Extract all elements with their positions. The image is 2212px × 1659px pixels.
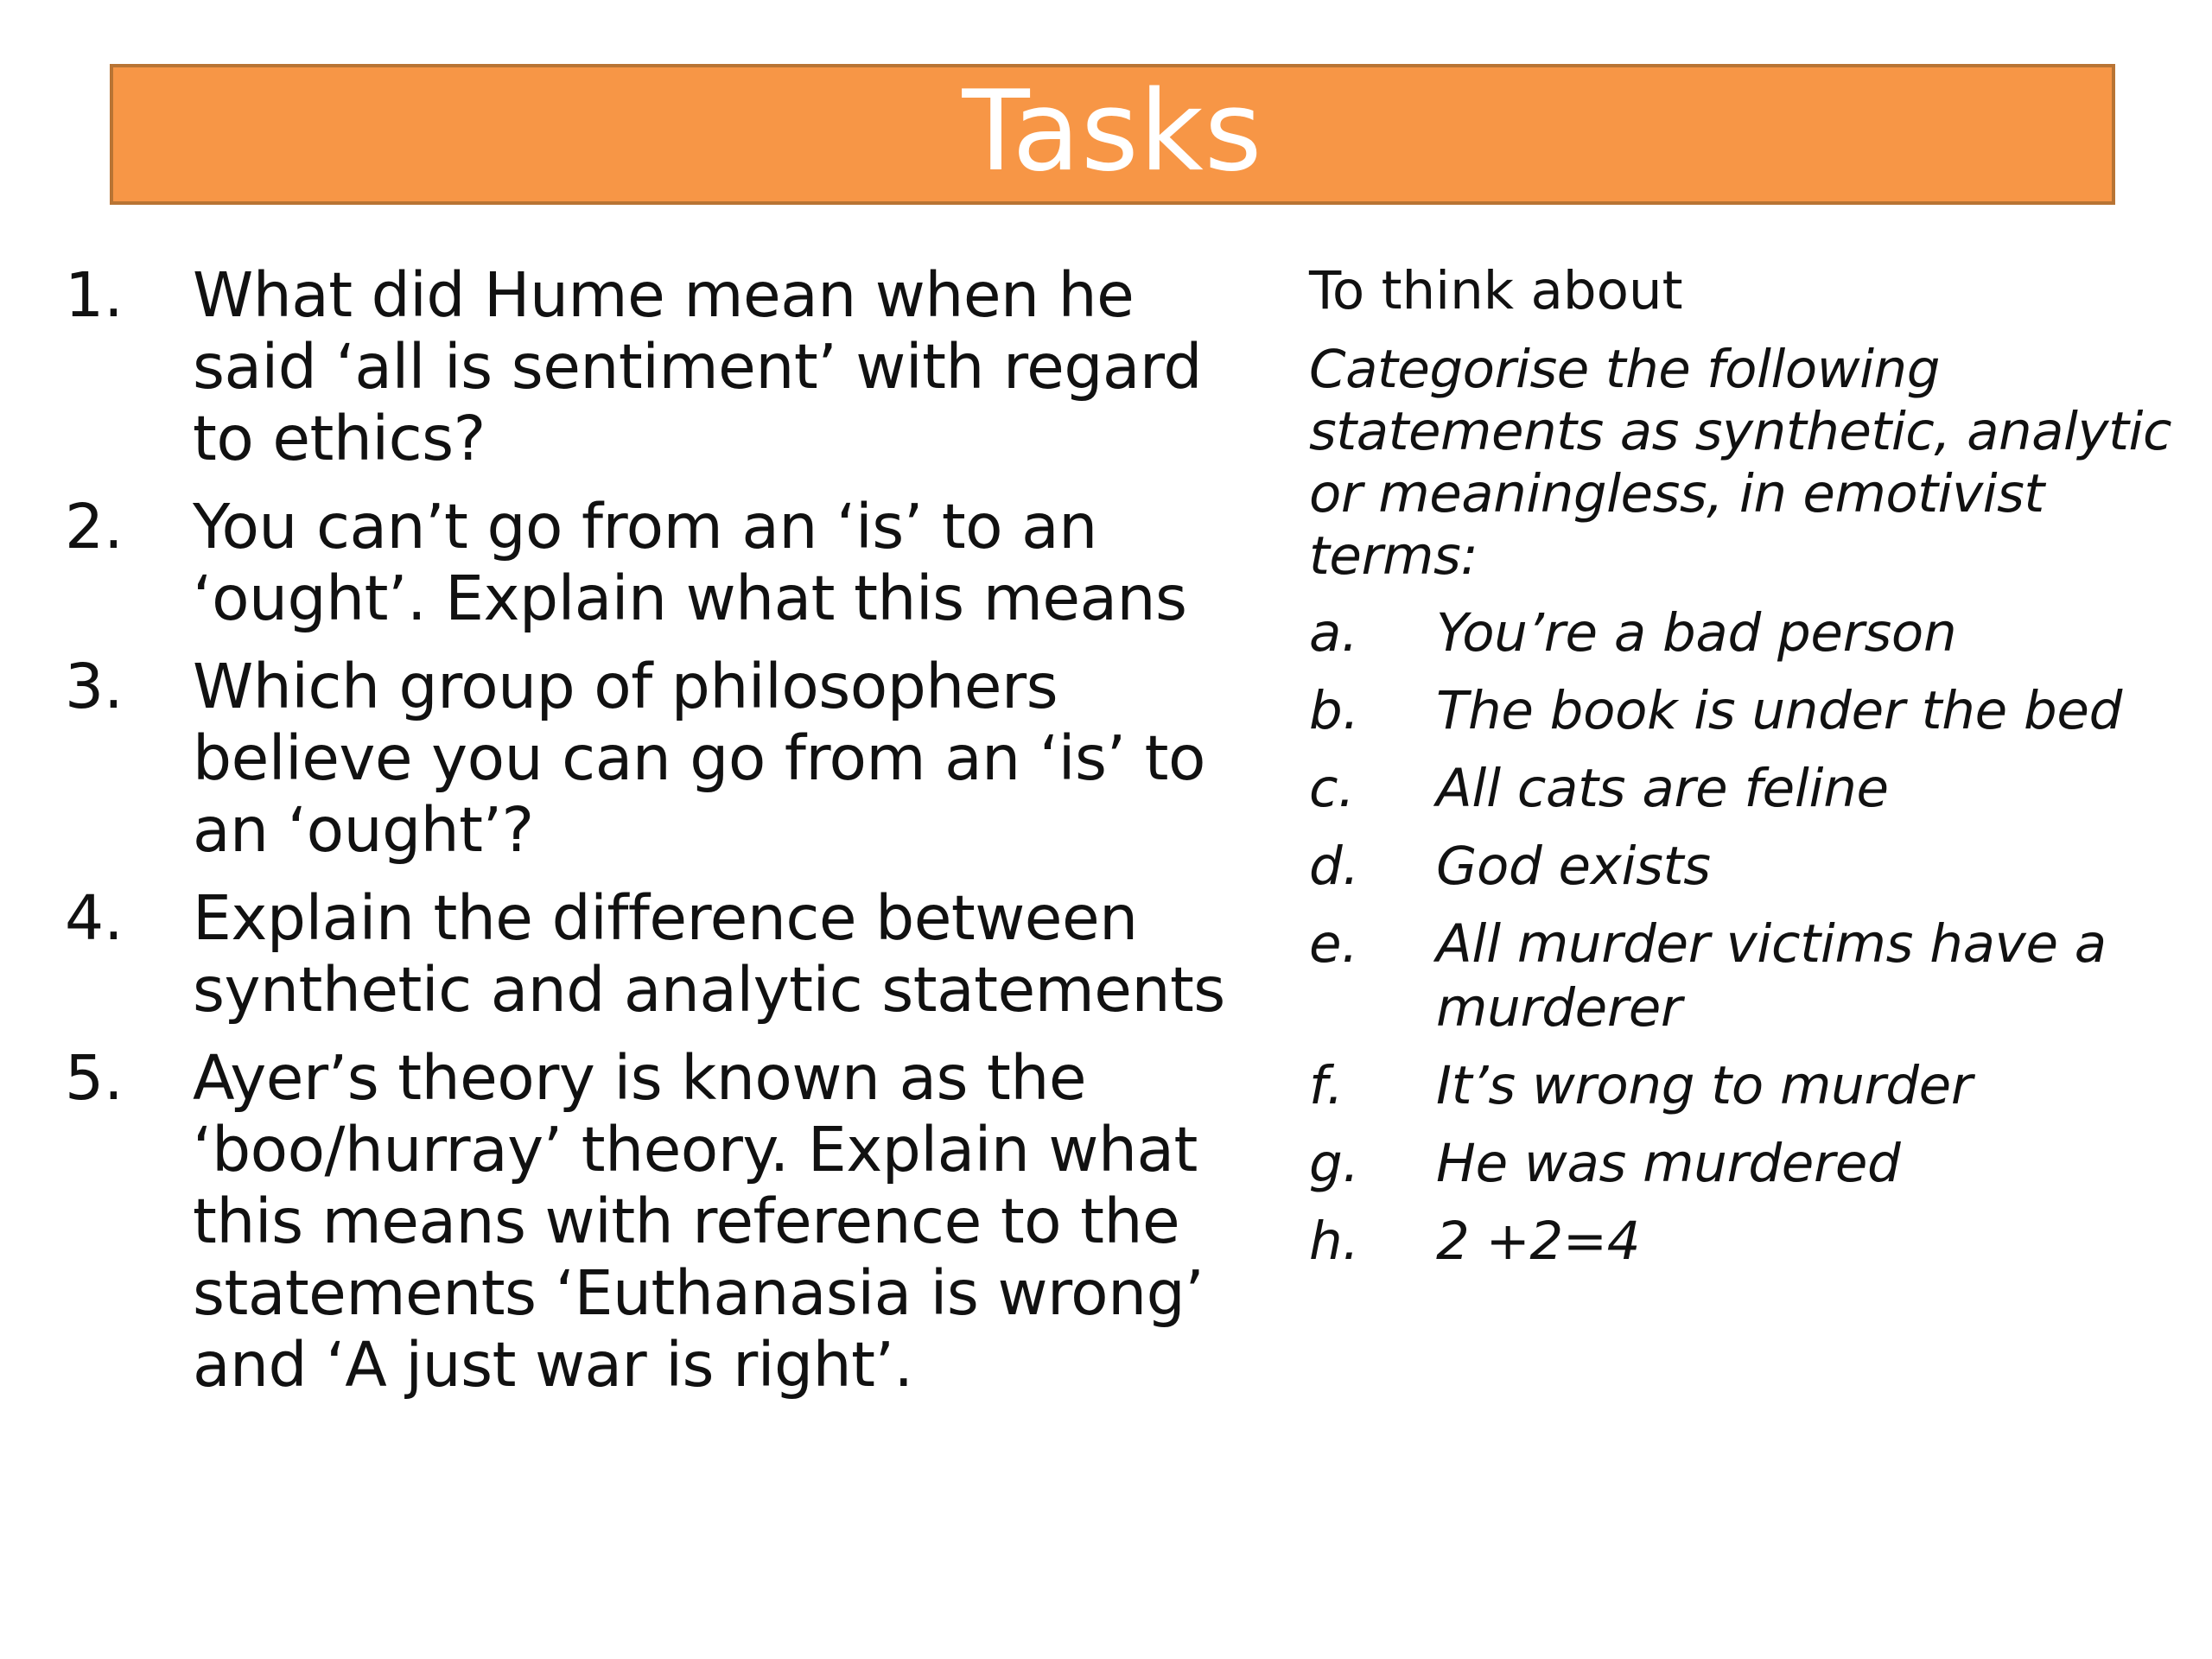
tasks-list — [65, 259, 1240, 1417]
task-item — [65, 491, 1240, 634]
statement-text: All cats are feline — [1436, 758, 1889, 819]
statement-text: He was murdered — [1436, 1133, 1901, 1194]
slide-title: Tasks — [962, 67, 1263, 196]
statement-text: 2 +2=4 — [1436, 1211, 1641, 1272]
task-text: What did Hume mean when he said ‘all is sentiment’ with regard to ethics? — [193, 259, 1202, 474]
statement-item — [1309, 1054, 2190, 1118]
statement-letter: g. — [1309, 1133, 1360, 1194]
task-text: Explain the difference between synthetic and analytic statements — [193, 882, 1225, 1026]
statement-letter: a. — [1309, 602, 1358, 664]
statement-text: It’s wrong to murder — [1436, 1055, 1973, 1116]
task-number: 2. — [65, 491, 124, 563]
think-about-heading: To think about — [1309, 260, 1683, 321]
task-item — [65, 1042, 1240, 1401]
statement-letter: b. — [1309, 680, 1360, 741]
task-number: 3. — [65, 651, 124, 722]
statement-letter: e. — [1309, 913, 1358, 975]
statement-item — [1309, 912, 2190, 1040]
think-about-section — [1309, 259, 2190, 1287]
statement-text: God exists — [1436, 836, 1711, 897]
task-text: Which group of philosophers believe you can go from an ‘is’ to an ‘ought’? — [193, 651, 1205, 866]
task-item — [65, 651, 1240, 866]
task-number: 5. — [65, 1042, 124, 1114]
statement-item — [1309, 835, 2190, 899]
task-text: You can’t go from an ‘is’ to an ‘ought’. Explain what this means — [193, 491, 1187, 634]
statement-text: The book is under the bed — [1436, 680, 2123, 741]
statement-item — [1309, 679, 2190, 743]
statement-letter: c. — [1309, 758, 1355, 819]
task-item — [65, 882, 1240, 1026]
statement-letter: d. — [1309, 836, 1360, 897]
statement-text: All murder victims have a murderer — [1436, 913, 2107, 1039]
statement-letter: h. — [1309, 1211, 1360, 1272]
think-about-intro: Categorise the following statements as synthetic, analytic or meaningless, in emotivist terms: — [1309, 339, 2171, 587]
task-text: Ayer’s theory is known as the ‘boo/hurray’ theory. Explain what this means with reference to the statements ‘Euthanasia is wrong’ and ‘A just war is right’. — [193, 1042, 1205, 1401]
statement-text: You’re a bad person — [1436, 602, 1957, 664]
statement-letter: f. — [1309, 1055, 1344, 1116]
task-number: 1. — [65, 259, 124, 331]
statement-item — [1309, 757, 2190, 821]
task-number: 4. — [65, 882, 124, 954]
statement-item — [1309, 1210, 2190, 1274]
task-item — [65, 259, 1240, 474]
statement-item — [1309, 601, 2190, 665]
title-bar — [110, 64, 2115, 205]
statement-item — [1309, 1132, 2190, 1196]
